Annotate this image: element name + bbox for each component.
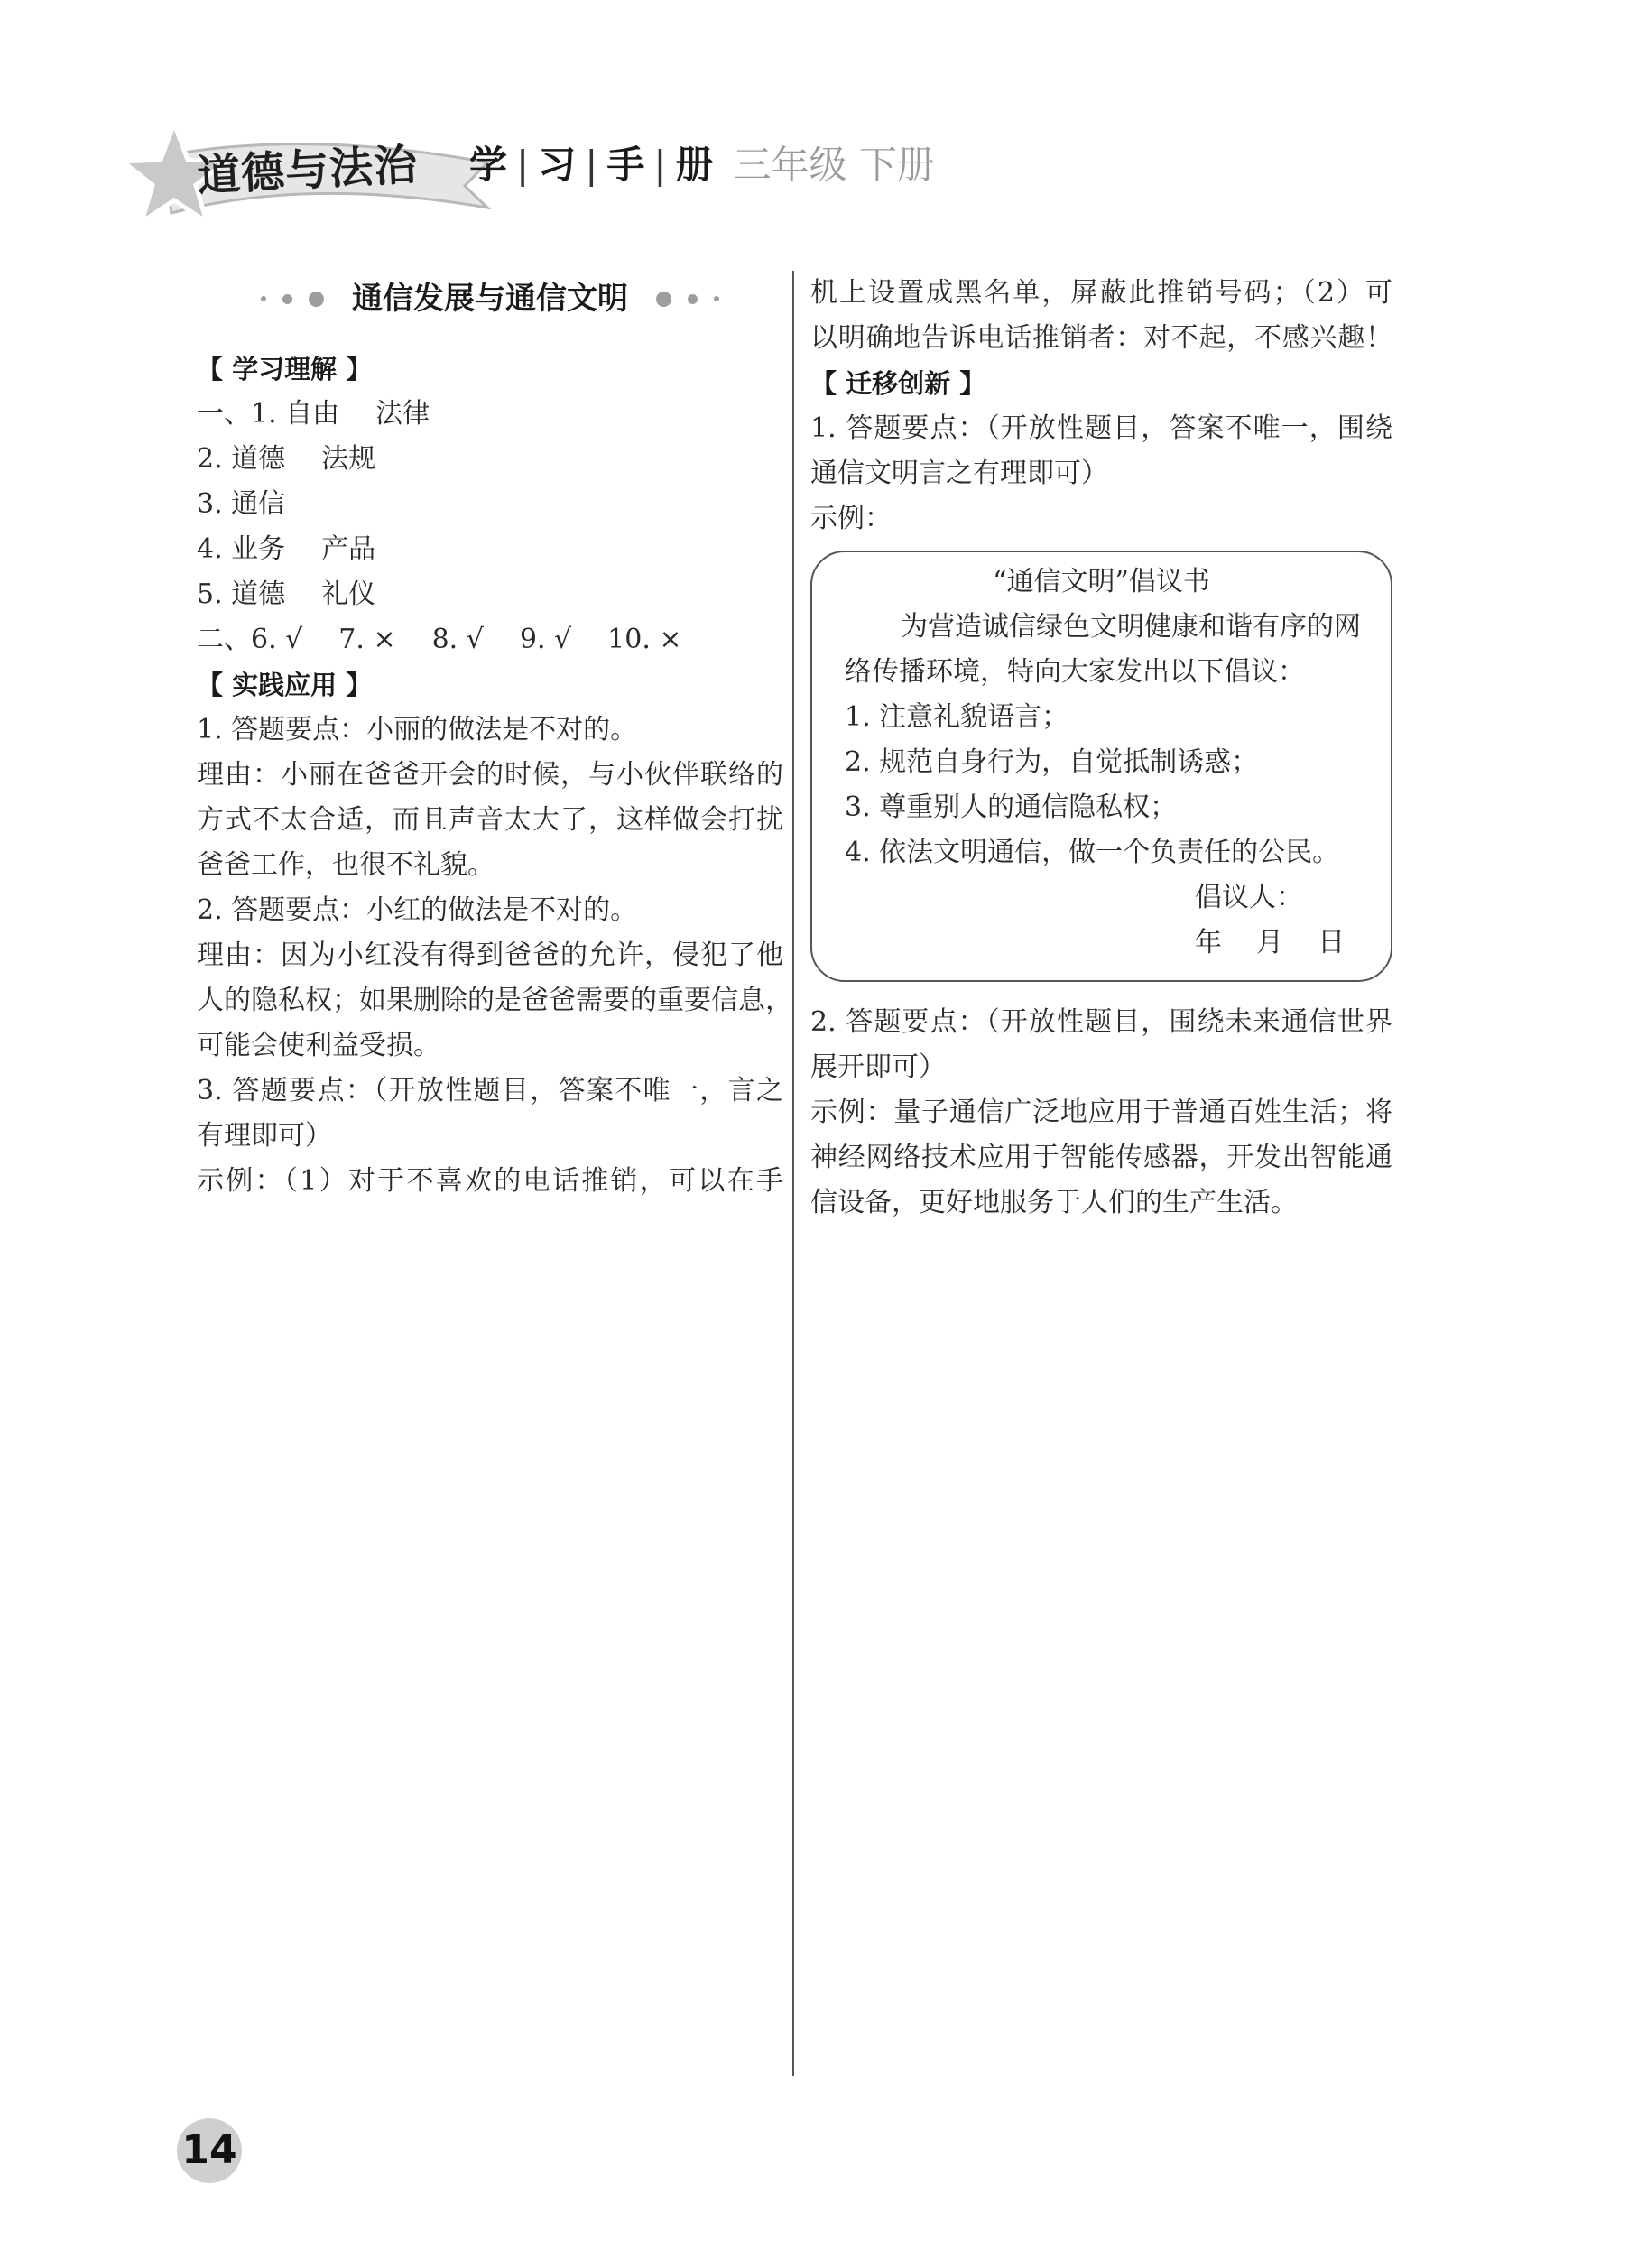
left-column <box>197 271 792 1204</box>
proposal-date: 年 月 日 <box>1195 927 1346 958</box>
answer-line: 方式不太合适，而且声音太大了，这样做会打扰 <box>197 804 783 836</box>
proposal-item: 4. 依法文明通信，做一个负责任的公民。 <box>845 837 1340 868</box>
proposal-item: 3. 尊重别人的通信隐私权； <box>845 791 1178 823</box>
judgement-answers: 二、6. √ 7. × 8. √ 9. √ 10. × <box>197 624 682 655</box>
answer-line: 示例： <box>810 503 892 534</box>
answer-line: 以明确地告诉电话推销者：对不起，不感兴趣！ <box>810 322 1392 354</box>
answer-line: 通信文明言之有理即可） <box>810 458 1108 489</box>
practice-heading: 【 实践应用 】 <box>197 670 373 700</box>
proposal-box <box>810 551 1392 982</box>
page-header <box>0 0 1628 235</box>
proposal-item: 1. 注意礼貌语言； <box>845 701 1069 733</box>
proposal-title: “通信文明”倡议书 <box>993 566 1210 597</box>
answer-line: 3. 答题要点：（开放性题目，答案不唯一，言之 <box>197 1075 783 1106</box>
answer-line: 2. 答题要点：小红的做法是不对的。 <box>197 894 638 926</box>
section-title: 通信发展与通信文明 <box>352 281 628 317</box>
proposal-signer: 倡议人： <box>1195 882 1303 913</box>
right-column <box>810 271 1392 1226</box>
answer-line: 5. 道德 礼仪 <box>197 579 376 610</box>
answer-line: 示例：量子通信广泛地应用于普通百姓生活；将 <box>810 1097 1392 1128</box>
grade-label: 三年级 下册 <box>733 143 935 187</box>
proposal-intro: 络传播环境，特向大家发出以下倡议： <box>845 656 1305 688</box>
proposal-item: 2. 规范自身行为，自觉抵制诱惑； <box>845 746 1259 778</box>
answer-line: 可能会使利益受损。 <box>197 1030 440 1061</box>
answer-line: 展开即可） <box>810 1051 946 1083</box>
answer-line: 理由：因为小红没有得到爸爸的允许，侵犯了他 <box>197 940 783 971</box>
answer-line: 1. 答题要点：（开放性题目，答案不唯一，围绕 <box>810 412 1392 444</box>
answer-line: 理由：小丽在爸爸开会的时候，与小伙伴联络的 <box>197 759 783 791</box>
answer-line: 2. 道德 法规 <box>197 443 376 475</box>
answer-line: 3. 通信 <box>197 488 286 520</box>
answer-line: 示例：（1）对于不喜欢的电话推销，可以在手 <box>197 1165 783 1197</box>
proposal-intro: 为营造诚信绿色文明健康和谐有序的网 <box>901 611 1361 643</box>
page-number: 14 <box>177 2118 242 2183</box>
study-heading: 【 学习理解 】 <box>197 354 373 384</box>
column-divider <box>792 271 794 2076</box>
answer-line: 机上设置成黑名单，屏蔽此推销号码；（2）可 <box>810 277 1392 309</box>
answer-line: 2. 答题要点：（开放性题目，围绕未来通信世界 <box>810 1006 1392 1038</box>
transfer-heading: 【 迁移创新 】 <box>810 368 986 399</box>
subject-title: 道德与法治 <box>195 139 420 202</box>
section-title-row <box>197 271 783 327</box>
answer-line: 有理即可） <box>197 1120 332 1152</box>
answer-line: 4. 业务 产品 <box>197 533 376 565</box>
answer-line: 爸爸工作，也很不礼貌。 <box>197 849 495 881</box>
answer-line: 1. 答题要点：小丽的做法是不对的。 <box>197 714 638 745</box>
answer-line: 信设备，更好地服务于人们的生产生活。 <box>810 1187 1298 1218</box>
answer-line: 神经网络技术应用于智能传感器，开发出智能通 <box>810 1142 1392 1173</box>
book-title: 学 | 习 | 手 | 册 三年级 下册 <box>469 143 935 187</box>
answer-line: 一、1. 自由 法律 <box>197 398 430 430</box>
answer-line: 人的隐私权；如果删除的是爸爸需要的重要信息， <box>197 985 792 1016</box>
